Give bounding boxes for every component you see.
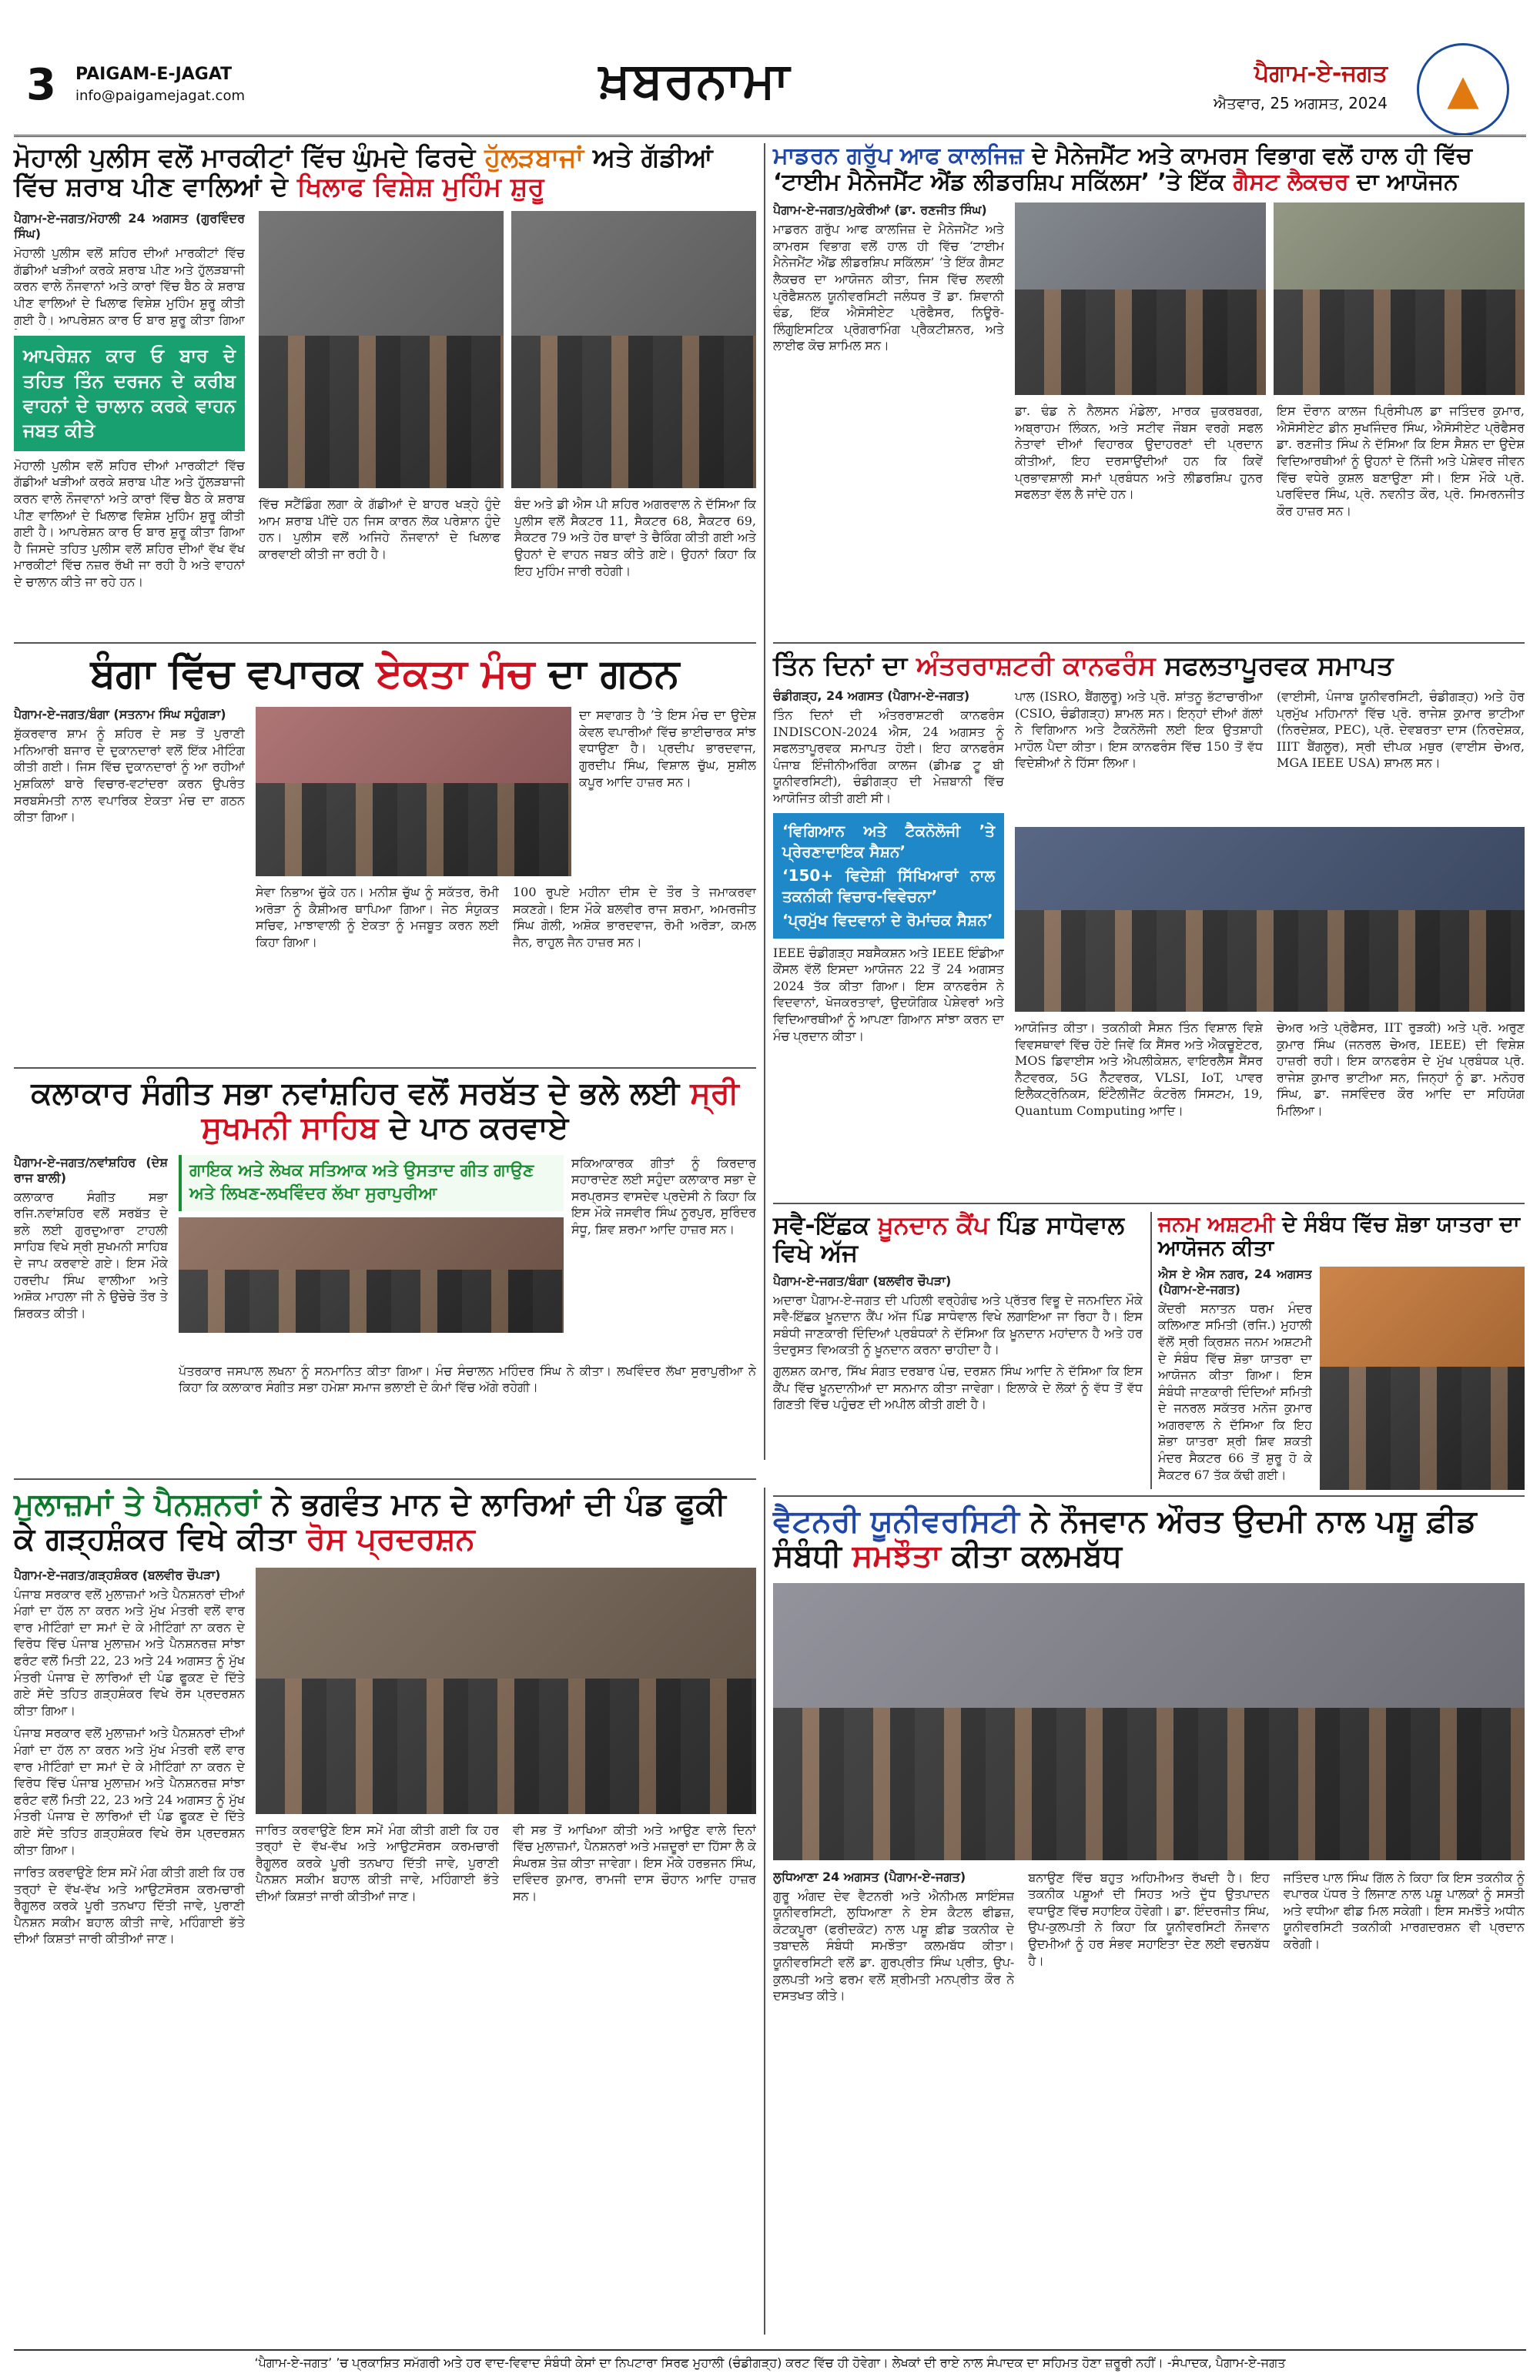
story-headline: ਮੋਹਾਲੀ ਪੁਲੀਸ ਵਲੋਂ ਮਾਰਕੀਟਾਂ ਵਿੱਚ ਘੁੰਮਦੇ ਫਿਰਦੇ ਹੁੱਲੜਬਾਜਾਂ ਅਤੇ ਗੱਡੀਆਂ ਵਿੱਚ ਸ਼ਰਾਬ ਪੀਣ ਵਾਲਿਆਂ ਦੇ ਖਿਲਾਫ ਵਿਸ਼ੇਸ਼ ਮੁਹਿੰਮ ਸ਼ੁਰੂ: [14, 142, 713, 203]
dateline: ਪੈਗਾਮ-ਏ-ਜਗਤ/ਬੰਗਾ (ਬਲਵੀਰ ਚੌਪੜਾ): [773, 1273, 952, 1288]
story-body: ਜਤਿੰਦਰ ਪਾਲ ਸਿੰਘ ਗਿੱਲ ਨੇ ਕਿਹਾ ਕਿ ਇਸ ਤਕਨੀਕ ਨੂੰ ਵਪਾਰਕ ਪੱਧਰ ਤੇ ਲਿਜਾਣ ਨਾਲ ਪਸ਼ੂ ਪਾਲਕਾਂ ਨੂੰ ਸਸਤੀ ਅਤੇ ਵਧੀਆ ਫੀਡ ਮਿਲ ਸਕੇਗੀ। ਇਸ ਸਮਝੌਤੇ ਅਧੀਨ ਯੂਨੀਵਰਸਿਟੀ ਤਕਨੀਕੀ ਮਾਰਗਦਰਸ਼ਨ ਵੀ ਪ੍ਰਦਾਨ ਕਰੇਗੀ।: [1283, 1870, 1525, 1951]
story-banga-trade: [14, 651, 756, 1061]
story-headline: ਮਾਡਰਨ ਗਰੁੱਪ ਆਫ ਕਾਲਜਿਜ਼ ਦੇ ਮੈਨੇਜਮੈਂਟ ਅਤੇ ਕਾਮਰਸ ਵਿਭਾਗ ਵਲੋਂ ਹਾਲ ਹੀ ਵਿੱਚ ‘ਟਾਈਮ ਮੈਨੇਜਮੈਂਟ ਐਂਡ ਲੀਡਰਸ਼ਿਪ ਸਕਿੱਲਸ’ ’ਤੇ ਇੱਕ ਗੈਸਟ ਲੈਕਚਰ ਦਾ ਆਯੋਜਨ: [773, 142, 1472, 196]
story-police-drive: [14, 143, 756, 636]
pull-quote: ਗਾਇਕ ਅਤੇ ਲੇਖਕ ਸਤਿਆਕ ਅਤੇ ਉਸਤਾਦ ਗੀਤ ਗਾਉਣ ਅਤੇ ਲਿਖਣ-ਲਖਵਿੰਦਰ ਲੱਖਾ ਸੁਰਾਪੁਰੀਆ: [179, 1155, 564, 1212]
section-divider: [14, 1478, 756, 1480]
story-body: ਸਕਿਆਕਾਰਕ ਗੀਤਾਂ ਨੂੰ ਕਿਰਦਾਰ ਸਹਾਰਾਦੇਣ ਲਈ ਸਹੁੰਦਾ ਕਲਾਕਾਰ ਸਭਾ ਦੇ ਸਰਪ੍ਰਸਤ ਵਾਸਦੇਵ ਪ੍ਰਦੇਸੀ ਨੇ ਕਿਹਾ ਕਿ ਇਸ ਮੌਕੇ ਜਸਵੀਰ ਸਿੰਘ ਨੂਰਪੁਰ, ਸੁਰਿੰਦਰ ਸੰਧੂ, ਸ਼ਿਵ ਸ਼ਰਮਾ ਆਦਿ ਹਾਜ਼ਰ ਸਨ।: [571, 1155, 756, 1237]
story-guest-lecture: [773, 143, 1525, 636]
story-body: ਮੋਹਾਲੀ ਪੁਲੀਸ ਵਲੋਂ ਸ਼ਹਿਰ ਦੀਆਂ ਮਾਰਕੀਟਾਂ ਵਿੱਚ ਗੱਡੀਆਂ ਖੜੀਆਂ ਕਰਕੇ ਸ਼ਰਾਬ ਪੀਣ ਅਤੇ ਹੁੱਲੜਬਾਜੀ ਕਰਨ ਵਾਲੇ ਨੌਜਵਾਨਾਂ ਅਤੇ ਕਾਰਾਂ ਵਿੱਚ ਬੈਠ ਕੇ ਸ਼ਰਾਬ ਪੀਣ ਵਾਲਿਆਂ ਦੇ ਖਿਲਾਫ ਵਿਸ਼ੇਸ਼ ਮੁਹਿੰਮ ਸ਼ੁਰੂ ਕੀਤੀ ਗਈ ਹੈ। ਆਪਰੇਸ਼ਨ ਕਾਰ ਓ ਬਾਰ ਸ਼ੁਰੂ ਕੀਤਾ ਗਿਆ ਹੈ ਜਿਸਦੇ ਤਹਿਤ ਪੁਲੀਸ ਵਲੋਂ ਸ਼ਹਿਰ ਦੀਆਂ ਵੱਖ ਵੱਖ ਮਾਰਕੀਟਾਂ ਵਿੱਚ ਨਜ਼ਰ ਰੱਖੀ ਜਾ ਰਹੀ ਹੈ ਅਤੇ ਵਾਹਨਾਂ ਦੇ ਚਾਲਾਨ ਕੀਤੇ ਜਾ ਰਹੇ ਹਨ।: [14, 457, 245, 589]
date-line: ਐਤਵਾਰ, 25 ਅਗਸਤ, 2024: [1214, 94, 1388, 112]
story-headline: ਬੰਗਾ ਵਿੱਚ ਵਪਾਰਕ ਏਕਤਾ ਮੰਚ ਦਾ ਗਠਨ: [90, 651, 680, 697]
section-divider: [773, 642, 1525, 644]
paper-name: PAIGAM-E-JAGAT: [75, 65, 233, 84]
paper-email: info@paigamejagat.com: [75, 88, 245, 104]
dateline: ਪੈਗਾਮ-ਏ-ਜਗਤ/ਮੁਕੇਰੀਆਂ (ਡਾ. ਰਣਜੀਤ ਸਿੰਘ): [773, 203, 987, 218]
page-number: 3: [26, 60, 56, 110]
story-headline: ਮੁਲਾਜ਼ਮਾਂ ਤੇ ਪੈਨਸ਼ਨਰਾਂ ਨੇ ਭਗਵੰਤ ਮਾਨ ਦੇ ਲਾਰਿਆਂ ਦੀ ਪੰਡ ਫੂਕੀ ਕੇ ਗੜ੍ਹਸ਼ੰਕਰ ਵਿਖੇ ਕੀਤਾ ਰੋਸ ਪ੍ਰਦਰਸ਼ਨ: [14, 1487, 726, 1557]
story-body: ਇਸ ਦੌਰਾਨ ਕਾਲਜ ਪ੍ਰਿੰਸੀਪਲ ਡਾ ਜਤਿੰਦਰ ਕੁਮਾਰ, ਐਸੋਸੀਏਟ ਡੀਨ ਸੁਖਜਿੰਦਰ ਸਿੰਘ, ਐਸੋਸੀਏਟ ਪ੍ਰੋਫੈਸਰ ਡਾ. ਰਣਜੀਤ ਸਿੰਘ ਨੇ ਦੱਸਿਆ ਕਿ ਇਸ ਸੈਸ਼ਨ ਦਾ ਉਦੇਸ਼ ਵਿਦਿਆਰਥੀਆਂ ਨੂੰ ਉਹਨਾਂ ਦੇ ਨਿੱਜੀ ਅਤੇ ਪੇਸ਼ੇਵਰ ਜੀਵਨ ਵਿੱਚ ਵਧੇਰੇ ਕੁਸ਼ਲ ਬਣਾਉਣਾ ਸੀ। ਇਸ ਮੌਕੇ ਪ੍ਰੋ. ਪਰਵਿੰਦਰ ਸਿੰਘ, ਪ੍ਰੋ. ਨਵਨੀਤ ਕੌਰ, ਪ੍ਰੋ. ਸਿਮਰਨਜੀਤ ਕੌਰ ਹਾਜ਼ਰ ਸਨ।: [1277, 403, 1525, 518]
section-divider: [14, 642, 756, 644]
story-body: ਕੇਂਦਰੀ ਸਨਾਤਨ ਧਰਮ ਮੰਦਰ ਕਲਿਆਣ ਸਮਿਤੀ (ਰਜਿ.) ਮੁਹਾਲੀ ਵੱਲੋਂ ਸ੍ਰੀ ਕ੍ਰਿਸ਼ਨ ਜਨਮ ਅਸ਼ਟਮੀ ਦੇ ਸੰਬੰਧ ਵਿੱਚ ਸ਼ੋਭਾ ਯਾਤਰਾ ਦਾ ਆਯੋਜਨ ਕੀਤਾ ਗਿਆ। ਇਸ ਸੰਬੰਧੀ ਜਾਣਕਾਰੀ ਦਿੰਦਿਆਂ ਸਮਿਤੀ ਦੇ ਜਨਰਲ ਸਕੱਤਰ ਮਨੋਜ ਕੁਮਾਰ ਅਗਰਵਾਲ ਨੇ ਦੱਸਿਆ ਕਿ ਇਹ ਸ਼ੋਭਾ ਯਾਤਰਾ ਸ਼੍ਰੀ ਸ਼ਿਵ ਸ਼ਕਤੀ ਮੰਦਰ ਸੈਕਟਰ 66 ਤੋਂ ਸ਼ੁਰੂ ਹੋ ਕੇ ਸੈਕਟਰ 67 ਤੱਕ ਕੱਢੀ ਗਈ।: [1158, 1300, 1312, 1482]
story-body: ਸੇਵਾ ਨਿਭਾਅ ਚੁੱਕੇ ਹਨ। ਮਨੀਸ਼ ਚੁੱਘ ਨੂੰ ਸਕੱਤਰ, ਰੋਮੀ ਅਰੋੜਾ ਨੂੰ ਕੈਸ਼ੀਅਰ ਥਾਪਿਆ ਗਿਆ। ਜੇਠ ਸੰਯੁਕਤ ਸਚਿਵ, ਮਾਝਾਵਾਲੀ ਨੂੰ ਏਕਤਾ ਨੂੰ ਮਜਬੂਤ ਕਰਨ ਲਈ ਕਿਹਾ ਗਿਆ।: [256, 885, 499, 950]
highlight-callout: ਆਪਰੇਸ਼ਨ ਕਾਰ ਓ ਬਾਰ ਦੇ ਤਹਿਤ ਤਿੰਨ ਦਰਜਨ ਦੇ ਕਰੀਬ ਵਾਹਨਾਂ ਦੇ ਚਾਲਾਨ ਕਰਕੇ ਵਾਹਨ ਜਬਤ ਕੀਤੇ: [14, 336, 245, 451]
story-body: ਪੰਜਾਬ ਸਰਕਾਰ ਵਲੋਂ ਮੁਲਾਜ਼ਮਾਂ ਅਤੇ ਪੈਨਸ਼ਨਰਾਂ ਦੀਆਂ ਮੰਗਾਂ ਦਾ ਹੱਲ ਨਾ ਕਰਨ ਅਤੇ ਮੁੱਖ ਮੰਤਰੀ ਵਲੋਂ ਵਾਰ ਵਾਰ ਮੀਟਿੰਗਾਂ ਦਾ ਸਮਾਂ ਦੇ ਕੇ ਮੀਟਿੰਗਾਂ ਨਾ ਕਰਨ ਦੇ ਵਿਰੋਧ ਵਿੱਚ ਪੰਜਾਬ ਮੁਲਾਜ਼ਮ ਅਤੇ ਪੈਨਸ਼ਨਰਜ਼ ਸਾਂਝਾ ਫਰੰਟ ਵਲੋਂ ਮਿਤੀ 22, 23 ਅਤੇ 24 ਅਗਸਤ ਨੂੰ ਮੁੱਖ ਮੰਤਰੀ ਪੰਜਾਬ ਦੇ ਲਾਰਿਆਂ ਦੀ ਪੰਡ ਫੂਕਣ ਦੇ ਦਿੱਤੇ ਗਏ ਸੱਦੇ ਤਹਿਤ ਗੜ੍ਹਸ਼ੰਕਰ ਵਿਖੇ ਰੋਸ ਪ੍ਰਦਰਸ਼ਨ ਕੀਤਾ ਗਿਆ।: [14, 1586, 245, 1718]
story-body: ਜਾਰਿਤ ਕਰਵਾਉਣੇ ਇਸ ਸਮੇਂ ਮੰਗ ਕੀਤੀ ਗਈ ਕਿ ਹਰ ਤਰ੍ਹਾਂ ਦੇ ਵੱਖ-ਵੱਖ ਅਤੇ ਆਉਟਸੋਰਸ ਕਰਮਚਾਰੀ ਰੈਗੂਲਰ ਕਰਕੇ ਪੂਰੀ ਤਨਖਾਹ ਦਿੱਤੀ ਜਾਵੇ, ਪੁਰਾਣੀ ਪੈਨਸ਼ਨ ਸਕੀਮ ਬਹਾਲ ਕੀਤੀ ਜਾਵੇ, ਮਹਿੰਗਾਈ ਭੱਤੇ ਦੀਆਂ ਕਿਸ਼ਤਾਂ ਜਾਰੀ ਕੀਤੀਆਂ ਜਾਣ।: [14, 1865, 245, 1947]
police-photo: [511, 211, 756, 488]
police-photo: [259, 211, 504, 488]
story-body: IEEE ਚੰਡੀਗੜ੍ਹ ਸਬਸੈਕਸ਼ਨ ਅਤੇ IEEE ਇੰਡੀਆ ਕੌਂਸਲ ਵੱਲੋਂ ਇਸਦਾ ਆਯੋਜਨ 22 ਤੋਂ 24 ਅਗਸਤ 2024 ਤੱਕ ਕੀਤਾ ਗਿਆ। ਇਸ ਕਾਨਫਰੰਸ ਨੇ ਵਿਦਵਾਨਾਂ, ਖੋਜਕਰਤਾਵਾਂ, ਉਦਯੋਗਿਕ ਪੇਸ਼ੇਵਰਾਂ ਅਤੇ ਵਿਦਿਆਰਥੀਆਂ ਨੂੰ ਆਪਣਾ ਗਿਆਨ ਸਾਂਝਾ ਕਰਨ ਦਾ ਮੰਚ ਪ੍ਰਦਾਨ ਕੀਤਾ।: [773, 945, 1004, 1043]
footer-disclaimer: ‘ਪੈਗਾਮ-ਏ-ਜਗਤ’ ’ਚ ਪ੍ਰਕਾਸ਼ਿਤ ਸਮੱਗਰੀ ਅਤੇ ਹਰ ਵਾਦ-ਵਿਵਾਦ ਸੰਬੰਧੀ ਕੇਸਾਂ ਦਾ ਨਿਪਟਾਰਾ ਸਿਰਫ ਮੁਹਾਲੀ (ਚੰਡੀਗੜ੍ਹ) ਕਰਟ ਵਿੱਚ ਹੀ ਹੋਵੇਗਾ। ਲੇਖਕਾਂ ਦੀ ਰਾਏ ਨਾਲ ਸੰਪਾਦਕ ਦਾ ਸਹਿਮਤ ਹੋਣਾ ਜ਼ਰੂਰੀ ਨਹੀਂ। -ਸੰਪਾਦਕ, ਪੈਗਾਮ-ਏ-ਜਗਤ: [14, 2349, 1526, 2371]
story-body: ਡਾ. ਢੰਡ ਨੇ ਨੈਲਸਨ ਮੰਡੇਲਾ, ਮਾਰਕ ਜ਼ੁਕਰਬਰਗ, ਅਬ੍ਰਾਹਮ ਲਿੰਕਨ, ਅਤੇ ਸਟੀਵ ਜੌਬਸ ਵਰਗੇ ਸਫਲ ਨੇਤਾਵਾਂ ਦੀਆਂ ਵਿਹਾਰਕ ਉਦਾਹਰਣਾਂ ਦੀ ਪ੍ਰਦਾਨ ਕੀਤੀਆਂ, ਇਹ ਦਰਸਾਉਂਦੀਆਂ ਹਨ ਕਿ ਕਿਵੇਂ ਪ੍ਰਭਾਵਸ਼ਾਲੀ ਸਮਾਂ ਪ੍ਰਬੰਧਨ ਅਤੇ ਲੀਡਰਸ਼ਿਪ ਹੁਨਰ ਸਫਲਤਾ ਵੱਲ ਲੈ ਜਾਂਦੇ ਹਨ।: [1015, 403, 1263, 502]
story-headline: ਸਵੈ-ਇੱਛਕ ਖ਼ੂਨਦਾਨ ਕੈਂਪ ਪਿੰਡ ਸਾਧੋਵਾਲ ਵਿਖੇ ਅੱਜ: [773, 1210, 1125, 1267]
story-janmashtami: [1158, 1212, 1525, 1489]
bullet-item: ‘ਵਿਗਿਆਨ ਅਤੇ ਟੈਕਨੋਲੋਜੀ ’ਤੇ ਪ੍ਰੇਰਣਾਦਾਇਕ ਸੈਸ਼ਨ’: [782, 821, 995, 861]
dateline: ਪੈਗਾਮ-ਏ-ਜਗਤ/ਮੋਹਾਲੀ 24 ਅਗਸਤ (ਗੁਰਵਿੰਦਰ ਸਿੰਘ): [14, 211, 245, 242]
story-conference: [773, 651, 1525, 1197]
highlight-callout: [773, 813, 1004, 939]
story-employees-protest: [14, 1488, 756, 2335]
story-body: ਆਯੋਜਿਤ ਕੀਤਾ। ਤਕਨੀਕੀ ਸੈਸ਼ਨ ਤਿੰਨ ਵਿਸ਼ਾਲ ਵਿਸ਼ੇ ਵਿਵਸਥਾਵਾਂ ਵਿੱਚ ਹੋਏ ਜਿਵੇਂ ਕਿ ਸੈਂਸਰ ਅਤੇ ਐਕਚੂਏਟਰ, MOS ਡਿਵਾਈਸ ਅਤੇ ਐਪਲੀਕੇਸ਼ਨ, ਵਾਇਰਲੈਸ ਸੈਂਸਰ ਨੈੱਟਵਰਕ, 5G ਨੈੱਟਵਰਕ, VLSI, IoT, ਪਾਵਰ ਇਲੈਕਟ੍ਰੋਨਿਕਸ, ਇੰਟੈਲੀਜੈਂਟ ਕੰਟਰੋਲ ਸਿਸਟਮ, 19, Quantum Computing ਆਦਿ।: [1015, 1020, 1263, 1119]
masthead: [14, 14, 1526, 137]
bullet-item: ‘150+ ਵਿਦੇਸ਼ੀ ਸਿੱਖਿਆਰਾਂ ਨਾਲ ਤਕਨੀਕੀ ਵਿਚਾਰ-ਵਿਵੇਚਨਾ’: [782, 865, 995, 905]
story-body: ਵੀ ਸਭ ਤੋਂ ਆਖਿਆ ਕੀਤੀ ਅਤੇ ਆਉਣ ਵਾਲੇ ਦਿਨਾਂ ਵਿੱਚ ਮੁਲਾਜ਼ਮਾਂ, ਪੈਨਸ਼ਨਰਾਂ ਅਤੇ ਮਜ਼ਦੂਰਾਂ ਦਾ ਹਿੱਸਾ ਲੈ ਕੇ ਸੰਘਰਸ਼ ਤੇਜ਼ ਕੀਤਾ ਜਾਵੇਗਾ। ਇਸ ਮੌਕੇ ਹਰਭਜਨ ਸਿੰਘ, ਦਵਿੰਦਰ ਕੁਮਾਰ, ਰਾਮਜੀ ਦਾਸ ਚੌਹਾਨ ਆਦਿ ਹਾਜ਼ਰ ਸਨ।: [513, 1822, 756, 1903]
section-divider: [773, 1203, 1525, 1204]
story-body: ਦਾ ਸਵਾਗਤ ਹੈ ’ਤੇ ਇਸ ਮੰਚ ਦਾ ਉਦੇਸ਼ ਕੇਵਲ ਵਪਾਰੀਆਂ ਵਿੱਚ ਭਾਈਚਾਰਕ ਸਾਂਝ ਵਧਾਉਣਾ ਹੈ। ਪ੍ਰਦੀਪ ਭਾਰਦਵਾਜ, ਗੁਰਦੀਪ ਸਿੰਘ, ਵਿਸ਼ਾਲ ਚੁੱਘ, ਸੁਸ਼ੀਲ ਕਪੂਰ ਆਦਿ ਹਾਜ਼ਰ ਸਨ।: [579, 708, 756, 789]
story-headline: ਜਨਮ ਅਸ਼ਟਮੀ ਦੇ ਸੰਬੰਧ ਵਿੱਚ ਸ਼ੋਭਾ ਯਾਤਰਾ ਦਾ ਆਯੋਜਨ ਕੀਤਾ: [1158, 1211, 1520, 1261]
mou-photo: [773, 1583, 1525, 1860]
story-body: ਜਾਰਿਤ ਕਰਵਾਉਣੇ ਇਸ ਸਮੇਂ ਮੰਗ ਕੀਤੀ ਗਈ ਕਿ ਹਰ ਤਰ੍ਹਾਂ ਦੇ ਵੱਖ-ਵੱਖ ਅਤੇ ਆਉਟਸੋਰਸ ਕਰਮਚਾਰੀ ਰੈਗੂਲਰ ਕਰਕੇ ਪੂਰੀ ਤਨਖਾਹ ਦਿੱਤੀ ਜਾਵੇ, ਪੁਰਾਣੀ ਪੈਨਸ਼ਨ ਸਕੀਮ ਬਹਾਲ ਕੀਤੀ ਜਾਵੇ, ਮਹਿੰਗਾਈ ਭੱਤੇ ਦੀਆਂ ਕਿਸ਼ਤਾਂ ਜਾਰੀ ਕੀਤੀਆਂ ਜਾਣ।: [256, 1822, 499, 1903]
meeting-photo: [256, 707, 571, 876]
story-body: ਬਨਾਉਣ ਵਿੱਚ ਬਹੁਤ ਅਹਿਮੀਅਤ ਰੱਖਦੀ ਹੈ। ਇਹ ਤਕਨੀਕ ਪਸ਼ੂਆਂ ਦੀ ਸਿਹਤ ਅਤੇ ਦੁੱਧ ਉਤਪਾਦਨ ਵਧਾਉਣ ਵਿੱਚ ਸਹਾਇਕ ਹੋਵੇਗੀ। ਡਾ. ਇੰਦਰਜੀਤ ਸਿੰਘ, ਉਪ-ਕੁਲਪਤੀ ਨੇ ਕਿਹਾ ਕਿ ਯੂਨੀਵਰਸਿਟੀ ਨੌਜਵਾਨ ਉਦਮੀਆਂ ਨੂੰ ਹਰ ਸੰਭਵ ਸਹਾਇਤਾ ਦੇਣ ਲਈ ਵਚਨਬੱਧ ਹੈ।: [1028, 1870, 1270, 1968]
story-body: ਮੋਹਾਲੀ ਪੁਲੀਸ ਵਲੋਂ ਸ਼ਹਿਰ ਦੀਆਂ ਮਾਰਕੀਟਾਂ ਵਿੱਚ ਗੱਡੀਆਂ ਖੜੀਆਂ ਕਰਕੇ ਸ਼ਰਾਬ ਪੀਣ ਅਤੇ ਹੁੱਲੜਬਾਜੀ ਕਰਨ ਵਾਲੇ ਨੌਜਵਾਨਾਂ ਅਤੇ ਕਾਰਾਂ ਵਿੱਚ ਬੈਠ ਕੇ ਸ਼ਰਾਬ ਪੀਣ ਵਾਲਿਆਂ ਦੇ ਖਿਲਾਫ ਵਿਸ਼ੇਸ਼ ਮੁਹਿੰਮ ਸ਼ੁਰੂ ਕੀਤੀ ਗਈ ਹੈ। ਆਪਰੇਸ਼ਨ ਕਾਰ ਓ ਬਾਰ ਸ਼ੁਰੂ ਕੀਤਾ ਗਿਆ: [14, 246, 245, 327]
dateline: ਪੈਗਾਮ-ਏ-ਜਗਤ/ਗੜ੍ਹਸ਼ੰਕਰ (ਬਲਵੀਰ ਚੌਪੜਾ): [14, 1567, 221, 1582]
paper-name-right: ਪੈਗਾਮ-ਏ-ਜਗਤ: [1254, 60, 1388, 87]
lecture-photo: [1274, 203, 1525, 395]
dateline: ਪੈਗਾਮ-ਏ-ਜਗਤ/ਨਵਾਂਸ਼ਹਿਰ (ਦੇਸ਼ ਰਾਜ ਬਾਲੀ): [14, 1154, 168, 1185]
procession-photo: [1320, 1267, 1525, 1490]
section-title: ਖ਼ਬਰਨਾਮਾ: [599, 52, 792, 109]
story-body: ਤਿੰਨ ਦਿਨਾਂ ਦੀ ਅੰਤਰਰਾਸ਼ਟਰੀ ਕਾਨਫਰੰਸ INDISCON-2024 ਐਸ, 24 ਅਗਸਤ ਨੂੰ ਸਫਲਤਾਪੂਰਵਕ ਸਮਾਪਤ ਹੋਈ। ਇਹ ਕਾਨਫਰੰਸ ਪੰਜਾਬ ਇੰਜੀਨੀਅਰਿੰਗ ਕਾਲਜ (ਡੀਮਡ ਟੂ ਬੀ ਯੂਨੀਵਰਸਿਟੀ), ਚੰਡੀਗੜ੍ਹ ਦੀ ਮੇਜ਼ਬਾਨੀ ਵਿੱਚ ਆਯੋਜਿਤ ਕੀਤੀ ਗਈ ਸੀ।: [773, 708, 1004, 806]
column-divider: [764, 143, 765, 1460]
honour-photo: [179, 1217, 564, 1333]
story-body: 100 ਰੁਪਏ ਮਹੀਨਾ ਦੀਸ ਦੇ ਤੌਰ ਤੇ ਜਮਾਕਰਵਾ ਸਕਣਗੇ। ਇਸ ਮੌਕੇ ਬਲਵੀਰ ਰਾਜ ਸ਼ਰਮਾ, ਅਮਰਜੀਤ ਸਿੰਘ ਗੋਲੀ, ਅਸ਼ੋਕ ਭਾਰਦਵਾਜ, ਰੋਮੀ ਅਰੋੜਾ, ਕਮਲ ਜੈਨ, ਰਾਹੁਲ ਜੈਨ ਹਾਜ਼ਰ ਸਨ।: [513, 885, 756, 950]
story-body: (ਵਾਈਸੀ, ਪੰਜਾਬ ਯੂਨੀਵਰਸਿਟੀ, ਚੰਡੀਗੜ੍ਹ) ਅਤੇ ਹੋਰ ਪ੍ਰਮੁੱਖ ਮਹਿਮਾਨਾਂ ਵਿੱਚ ਪ੍ਰੋ. ਰਾਜੇਸ਼ ਕੁਮਾਰ ਭਾਟੀਆ (ਨਿਰਦੇਸ਼ਕ, PEC), ਪ੍ਰੋ. ਦੇਵਬਰਤਾ ਦਾਸ (ਨਿਰਦੇਸ਼ਕ, IIIT ਬੈਂਗਲੂਰ), ਸ੍ਰੀ ਦੀਪਕ ਮਥੁਰ (ਵਾਈਸ ਚੇਅਰ, MGA IEEE USA) ਸ਼ਾਮਲ ਸਨ।: [1277, 689, 1525, 771]
story-body: ਚੇਅਰ ਅਤੇ ਪ੍ਰੋਫੈਸਰ, IIT ਰੁੜਕੀ) ਅਤੇ ਪ੍ਰੋ. ਅਰੁਣ ਕੁਮਾਰ ਸਿੰਘ (ਜਨਰਲ ਚੇਅਰ, IEEE) ਦੀ ਵਿਸ਼ੇਸ਼ ਹਾਜ਼ਰੀ ਰਹੀ। ਇਸ ਕਾਨਫਰੰਸ ਦੇ ਮੁੱਖ ਪ੍ਰਬੰਧਕ ਪ੍ਰੋ. ਰਾਜੇਸ਼ ਕੁਮਾਰ ਭਾਟੀਆ ਸਨ, ਜਿਨ੍ਹਾਂ ਨੂੰ ਡਾ. ਮਨੋਹਰ ਸਿੰਘ, ਡਾ. ਜਸਵਿੰਦਰ ਕੌਰ ਆਦਿ ਦਾ ਸਹਿਯੋਗ ਮਿਲਿਆ।: [1277, 1020, 1525, 1119]
column-divider: [764, 1488, 765, 2335]
story-body: ਗੁਲਸ਼ਨ ਕਮਾਰ, ਸਿੱਖ ਸੰਗਤ ਦਰਬਾਰ ਪੰਚ, ਦਰਸ਼ਨ ਸਿੰਘ ਆਦਿ ਨੇ ਦੱਸਿਆ ਕਿ ਇਸ ਕੈਂਪ ਵਿੱਚ ਖ਼ੂਨਦਾਨੀਆਂ ਦਾ ਸਨਮਾਨ ਕੀਤਾ ਜਾਵੇਗਾ। ਇਲਾਕੇ ਦੇ ਲੋਕਾਂ ਨੂੰ ਵੱਧ ਤੋਂ ਵੱਧ ਗਿਣਤੀ ਵਿੱਚ ਪਹੁੰਚਣ ਦੀ ਅਪੀਲ ਕੀਤੀ ਗਈ ਹੈ।: [773, 1364, 1143, 1412]
lecture-photo: [1015, 203, 1266, 395]
story-body: ਪੰਜਾਬ ਸਰਕਾਰ ਵਲੋਂ ਮੁਲਾਜ਼ਮਾਂ ਅਤੇ ਪੈਨਸ਼ਨਰਾਂ ਦੀਆਂ ਮੰਗਾਂ ਦਾ ਹੱਲ ਨਾ ਕਰਨ ਅਤੇ ਮੁੱਖ ਮੰਤਰੀ ਵਲੋਂ ਵਾਰ ਵਾਰ ਮੀਟਿੰਗਾਂ ਦਾ ਸਮਾਂ ਦੇ ਕੇ ਮੀਟਿੰਗਾਂ ਨਾ ਕਰਨ ਦੇ ਵਿਰੋਧ ਵਿੱਚ ਪੰਜਾਬ ਮੁਲਾਜ਼ਮ ਅਤੇ ਪੈਨਸ਼ਨਰਜ਼ ਸਾਂਝਾ ਫਰੰਟ ਵਲੋਂ ਮਿਤੀ 22, 23 ਅਤੇ 24 ਅਗਸਤ ਨੂੰ ਮੁੱਖ ਮੰਤਰੀ ਪੰਜਾਬ ਦੇ ਲਾਰਿਆਂ ਦੀ ਪੰਡ ਫੂਕਣ ਦੇ ਦਿੱਤੇ ਗਏ ਸੱਦੇ ਤਹਿਤ ਗੜ੍ਹਸ਼ੰਕਰ ਵਿਖੇ ਰੋਸ ਪ੍ਰਦਰਸ਼ਨ ਕੀਤਾ ਗਿਆ।: [14, 1726, 245, 1857]
story-body: ਵਿੱਚ ਸਟੈਂਡਿੰਗ ਲਗਾ ਕੇ ਗੱਡੀਆਂ ਦੇ ਬਾਹਰ ਖੜ੍ਹੇ ਹੁੰਦੇ ਆਮ ਸ਼ਰਾਬ ਪੀਂਦੇ ਹਨ ਜਿਸ ਕਾਰਨ ਲੋਕ ਪਰੇਸ਼ਾਨ ਹੁੰਦੇ ਹਨ। ਪੁਲੀਸ ਵਲੋਂ ਅਜਿਹੇ ਨੌਜਵਾਨਾਂ ਦੇ ਖਿਲਾਫ ਕਾਰਵਾਈ ਕੀਤੀ ਜਾ ਰਹੀ ਹੈ।: [259, 497, 500, 561]
story-body: ਕਲਾਕਾਰ ਸੰਗੀਤ ਸਭਾ ਰਜਿ.ਨਵਾਂਸ਼ਹਿਰ ਵਲੋਂ ਸਰਬੱਤ ਦੇ ਭਲੇ ਲਈ ਗੁਰਦੁਆਰਾ ਟਾਹਲੀ ਸਾਹਿਬ ਵਿਖੇ ਸ੍ਰੀ ਸੁਖਮਨੀ ਸਾਹਿਬ ਦੇ ਜਾਪ ਕਰਵਾਏ ਗਏ। ਇਸ ਮੌਕੇ ਹਰਦੀਪ ਸਿੰਘ ਵਾਲੀਆ ਅਤੇ ਅਸ਼ੋਕ ਮਾਹਲਾ ਜੀ ਨੇ ਉਚੇਚੇ ਤੌਰ ਤੇ ਸ਼ਿਰਕਤ ਕੀਤੀ।: [14, 1189, 168, 1321]
story-body: ਪੱਤਰਕਾਰ ਜਸਪਾਲ ਲਖਨਾ ਨੂੰ ਸਨਮਾਨਿਤ ਕੀਤਾ ਗਿਆ। ਮੰਚ ਸੰਚਾਲਨ ਮਹਿੰਦਰ ਸਿੰਘ ਨੇ ਕੀਤਾ। ਲਖਵਿੰਦਰ ਲੱਖਾ ਸੁਰਾਪੁਰੀਆ ਨੇ ਕਿਹਾ ਕਿ ਕਲਾਕਾਰ ਸੰਗੀਤ ਸਭਾ ਹਮੇਸ਼ਾ ਸਮਾਜ ਭਲਾਈ ਦੇ ਕੰਮਾਂ ਵਿੱਚ ਅੱਗੇ ਰਹੇਗੀ।: [179, 1363, 756, 1395]
story-body: ਬੰਦ ਅਤੇ ਡੀ ਐਸ ਪੀ ਸ਼ਹਿਰ ਅਗਰਵਾਲ ਨੇ ਦੱਸਿਆ ਕਿ ਪੁਲੀਸ ਵਲੋਂ ਸੈਕਟਰ 11, ਸੈਕਟਰ 68, ਸੈਕਟਰ 69, ਸੈਕਟਰ 79 ਅਤੇ ਹੋਰ ਥਾਵਾਂ ਤੇ ਚੈਕਿੰਗ ਕੀਤੀ ਗਈ ਅਤੇ ਉਹਨਾਂ ਦੇ ਵਾਹਨ ਜਬਤ ਕੀਤੇ ਗਏ। ਉਹਨਾਂ ਕਿਹਾ ਕਿ ਇਹ ਮੁਹਿੰਮ ਜਾਰੀ ਰਹੇਗੀ।: [514, 497, 756, 578]
dateline: ਐਸ ਏ ਐਸ ਨਗਰ, 24 ਅਗਸਤ (ਪੈਗਾਮ-ਏ-ਜਗਤ): [1158, 1266, 1312, 1297]
story-blood-camp: [773, 1212, 1143, 1489]
story-headline: ਕਲਾਕਾਰ ਸੰਗੀਤ ਸਭਾ ਨਵਾਂਸ਼ਹਿਰ ਵਲੋਂ ਸਰਬੱਤ ਦੇ ਭਲੇ ਲਈ ਸ੍ਰੀ ਸੁਖਮਨੀ ਸਾਹਿਬ ਦੇ ਪਾਠ ਕਰਵਾਏ: [31, 1076, 739, 1146]
column-divider: [1150, 1212, 1152, 1489]
story-vet-university: [773, 1505, 1525, 2335]
section-divider: [14, 1067, 756, 1069]
protest-photo: [256, 1568, 756, 1814]
bullet-item: ‘ਪ੍ਰਮੁੱਖ ਵਿਦਵਾਨਾਂ ਦੇ ਰੋਮਾਂਚਕ ਸੈਸ਼ਨ’: [782, 910, 993, 929]
torch-logo-icon: ▲: [1417, 43, 1509, 136]
conference-photo: [1015, 827, 1525, 1012]
story-headline: ਤਿੰਨ ਦਿਨਾਂ ਦਾ ਅੰਤਰਰਾਸ਼ਟਰੀ ਕਾਨਫਰੰਸ ਸਫਲਤਾਪੂਰਵਕ ਸਮਾਪਤ: [773, 651, 1394, 681]
story-headline: ਵੈਟਨਰੀ ਯੂਨੀਵਰਸਿਟੀ ਨੇ ਨੌਜਵਾਨ ਔਰਤ ਉਦਮੀ ਨਾਲ ਪਸ਼ੂ ਫ਼ੀਡ ਸੰਬੰਧੀ ਸਮਝੌਤਾ ਕੀਤਾ ਕਲਮਬੱਧ: [773, 1504, 1477, 1574]
dateline: ਲੁਧਿਆਣਾ 24 ਅਗਸਤ (ਪੈਗਾਮ-ਏ-ਜਗਤ): [773, 1869, 966, 1884]
dateline: ਪੈਗਾਮ-ਏ-ਜਗਤ/ਬੰਗਾ (ਸਤਨਾਮ ਸਿੰਘ ਸਹੁੰਗੜਾ): [14, 707, 226, 722]
story-sukhmani-path: [14, 1076, 756, 1472]
story-body: ਅਦਾਰਾ ਪੈਗਾਮ-ਏ-ਜਗਤ ਦੀ ਪਹਿਲੀ ਵਰ੍ਹੇਗੰਢ ਅਤੇ ਪ੍ਰੱਤਰ ਵਿਭੂ ਦੇ ਜਨਮਦਿਨ ਮੌਕੇ ਸਵੈ-ਇੱਛਕ ਖ਼ੂਨਦਾਨ ਕੈਂਪ ਅੱਜ ਪਿੰਡ ਸਾਧੋਵਾਲ ਵਿਖੇ ਲਗਾਇਆ ਜਾ ਰਿਹਾ ਹੈ। ਇਸ ਸਬੰਧੀ ਜਾਣਕਾਰੀ ਦਿੰਦਿਆਂ ਪ੍ਰਬੰਧਕਾਂ ਨੇ ਦੱਸਿਆ ਕਿ ਖ਼ੂਨਦਾਨ ਮਹਾਂਦਾਨ ਹੈ ਅਤੇ ਹਰ ਤੰਦਰੁਸਤ ਵਿਅਕਤੀ ਨੂੰ ਖ਼ੂਨਦਾਨ ਕਰਨਾ ਚਾਹੀਦਾ ਹੈ।: [773, 1292, 1143, 1357]
story-body: ਗੁਰੂ ਅੰਗਦ ਦੇਵ ਵੈਟਨਰੀ ਅਤੇ ਐਨੀਮਲ ਸਾਇੰਸਜ਼ ਯੂਨੀਵਰਸਿਟੀ, ਲੁਧਿਆਣਾ ਨੇ ਏਸ ਕੈਟਲ ਫੀਡਜ਼, ਕੋਟਕਪੂਰਾ (ਫਰੀਦਕੋਟ) ਨਾਲ ਪਸ਼ੂ ਫ਼ੀਡ ਤਕਨੀਕ ਦੇ ਤਬਾਦਲੇ ਸੰਬੰਧੀ ਸਮਝੌਤਾ ਕਲਮਬੱਧ ਕੀਤਾ। ਯੂਨੀਵਰਸਿਟੀ ਵਲੋਂ ਡਾ. ਗੁਰਪ੍ਰੀਤ ਸਿੰਘ ਪ੍ਰੀਤ, ਉਪ-ਕੁਲਪਤੀ ਅਤੇ ਫਰਮ ਵਲੋਂ ਸ਼੍ਰੀਮਤੀ ਮਨਪ੍ਰੀਤ ਕੌਰ ਨੇ ਦਸਤਖਤ ਕੀਤੇ।: [773, 1888, 1015, 2003]
story-body: ਮਾਡਰਨ ਗਰੁੱਪ ਆਫ ਕਾਲਜਿਜ਼ ਦੇ ਮੈਨੇਜਮੈਂਟ ਅਤੇ ਕਾਮਰਸ ਵਿਭਾਗ ਵਲੋਂ ਹਾਲ ਹੀ ਵਿੱਚ ‘ਟਾਈਮ ਮੈਨੇਜਮੈਂਟ ਐਂਡ ਲੀਡਰਸ਼ਿਪ ਸਕਿੱਲਸ’ ’ਤੇ ਇੱਕ ਗੈਸਟ ਲੈਕਚਰ ਦਾ ਆਯੋਜਨ ਕੀਤਾ, ਜਿਸ ਵਿੱਚ ਲਵਲੀ ਪ੍ਰੋਫੈਸ਼ਨਲ ਯੂਨੀਵਰਸਿਟੀ ਜਲੰਧਰ ਤੋਂ ਡਾ. ਸ਼ਿਵਾਨੀ ਢੰਡ, ਇੱਕ ਐਸੋਸੀਏਟ ਪ੍ਰੋਫੈਸਰ, ਨਿਊਰੋ-ਲਿੰਗੁਇਸਟਿਕ ਪ੍ਰੋਗਰਾਮਿੰਗ ਪ੍ਰੈਕਟੀਸ਼ਨਰ, ਅਤੇ ਲਾਈਫ ਕੋਚ ਸ਼ਾਮਿਲ ਸਨ।: [773, 222, 1004, 353]
story-body: ਪਾਲ (ISRO, ਬੈਂਗਲੁਰੂ) ਅਤੇ ਪ੍ਰੋ. ਸ਼ਾਂਤਨੂ ਭੱਟਾਚਾਰੀਆ (CSIO, ਚੰਡੀਗੜ੍ਹ) ਸ਼ਾਮਲ ਸਨ। ਇਨ੍ਹਾਂ ਦੀਆਂ ਗੱਲਾਂ ਨੇ ਵਿਗਿਆਨ ਅਤੇ ਟੈਕਨੋਲੋਜੀ ਲਈ ਇਕ ਉਤਸ਼ਾਹੀ ਮਾਹੌਲ ਪੈਦਾ ਕੀਤਾ। ਇਸ ਕਾਨਫਰੰਸ ਵਿੱਚ 150 ਤੋਂ ਵੱਧ ਵਿਦੇਸ਼ੀਆਂ ਨੇ ਹਿੱਸਾ ਲਿਆ।: [1015, 689, 1263, 771]
dateline: ਚੰਡੀਗੜ੍ਹ, 24 ਅਗਸਤ (ਪੈਗਾਮ-ਏ-ਜਗਤ): [773, 688, 970, 704]
section-divider: [773, 1495, 1525, 1497]
story-body: ਸ਼ੁੱਕਰਵਾਰ ਸ਼ਾਮ ਨੂੰ ਸ਼ਹਿਰ ਦੇ ਸਭ ਤੋਂ ਪੁਰਾਣੀ ਮਨਿਆਰੀ ਬਜਾਰ ਦੇ ਦੁਕਾਨਦਾਰਾਂ ਵਲੋਂ ਇੱਕ ਮੀਟਿੰਗ ਕੀਤੀ ਗਈ। ਜਿਸ ਵਿੱਚ ਦੁਕਾਨਦਾਰਾਂ ਨੂੰ ਆ ਰਹੀਆਂ ਮੁਸ਼ਕਿਲਾਂ ਬਾਰੇ ਵਿਚਾਰ-ਵਟਾਂਦਰਾ ਕਰਨ ਉਪਰੰਤ ਸਰਬਸੰਮਤੀ ਨਾਲ ਵਪਾਰਿਕ ਏਕਤਾ ਮੰਚ ਦਾ ਗਠਨ ਕੀਤਾ ਗਿਆ।: [14, 726, 245, 825]
